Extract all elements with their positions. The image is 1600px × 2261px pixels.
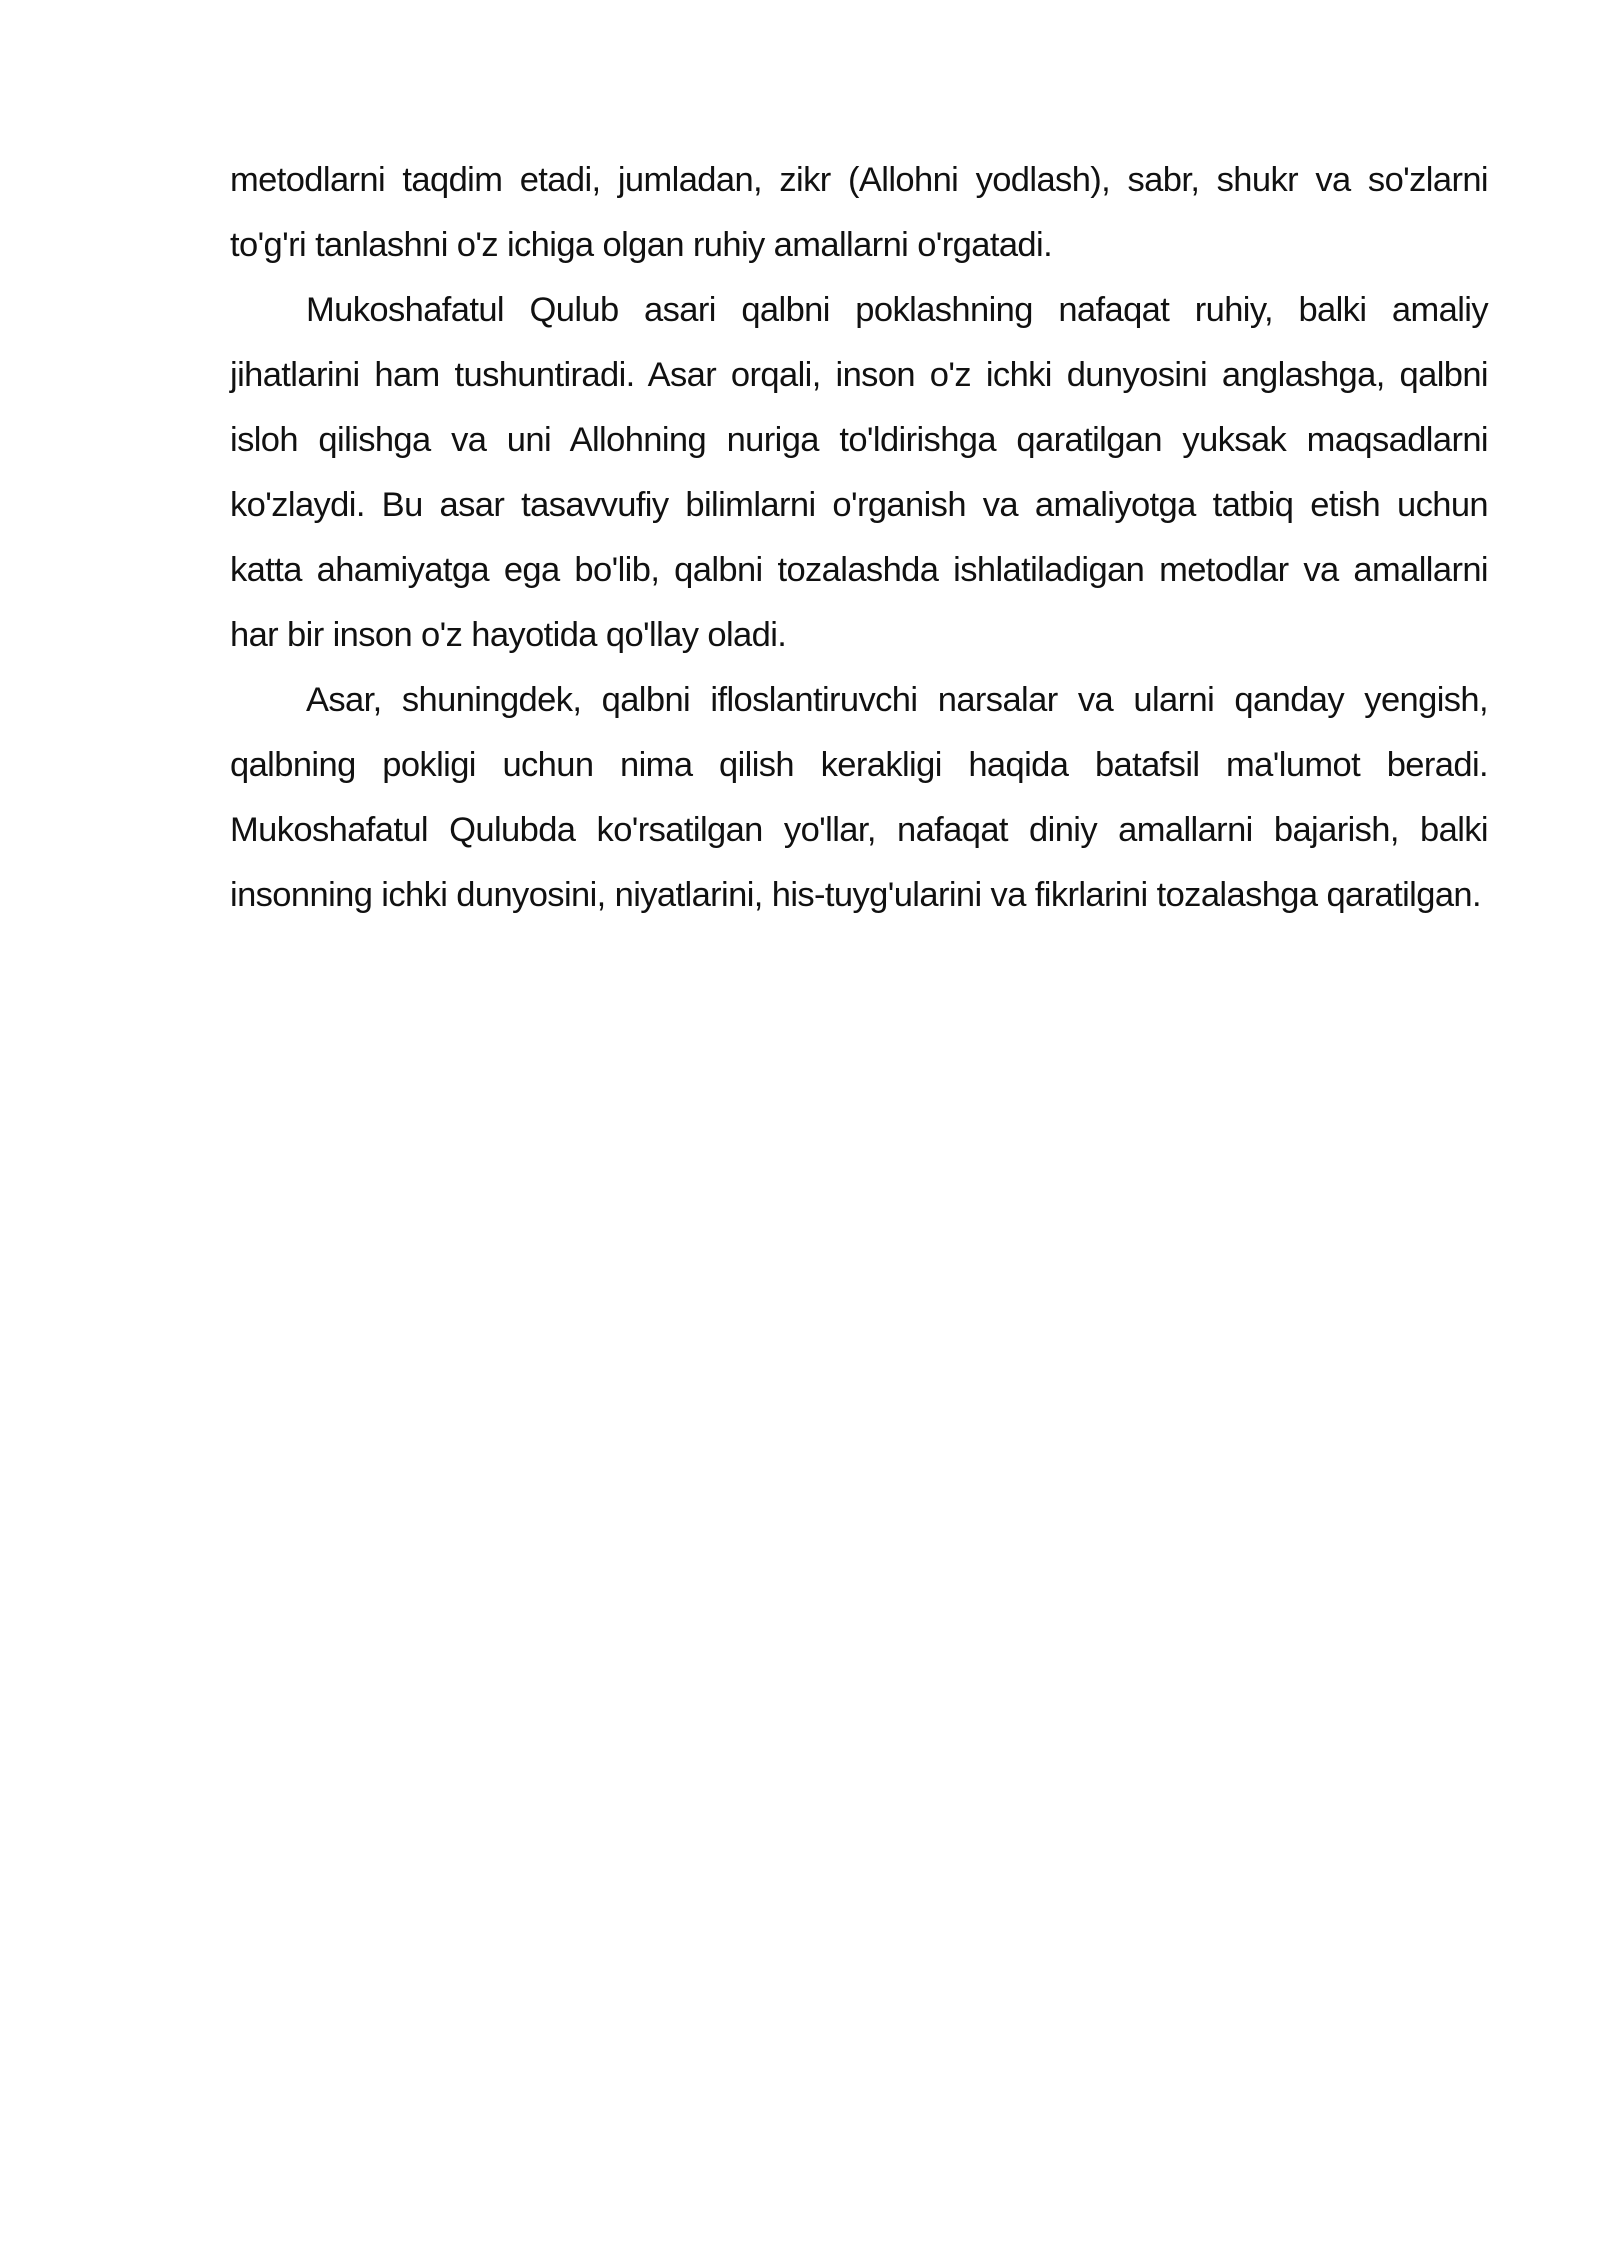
paragraph-asar-shuningdek: Asar, shuningdek, qalbni ifloslantiruvchi narsalar va ularni qanday yengish, qalbning pokligi uchun nima qilish kerakligi haqida batafsil ma'lumot beradi. Mukoshafatul Qulubda ko'rsatilgan yo'llar, nafaqat diniy amallarni bajarish, balki insonning ichki dunyosini, niyatlarini, his-tuyg'ularini va fikrlarini tozalashga qaratilgan. bbox=[230, 681, 1488, 914]
paragraph-continuation: metodlarni taqdim etadi, jumladan, zikr (Allohni yodlash), sabr, shukr va so'zlarni to'g'ri tanlashni o'z ichiga olgan ruhiy amallarni o'rgatadi. bbox=[230, 161, 1488, 264]
document-body bbox=[230, 148, 1488, 928]
paragraph-mukoshafatul-qulub: Mukoshafatul Qulub asari qalbni poklashning nafaqat ruhiy, balki amaliy jihatlarini ham tushuntiradi. Asar orqali, inson o'z ichki dunyosini anglashga, qalbni isloh qilishga va uni Allohning nuriga to'ldirishga qaratilgan yuksak maqsadlarni ko'zlaydi. Bu asar tasavvufiy bilimlarni o'rganish va amaliyotga tatbiq etish uchun katta ahamiyatga ega bo'lib, qalbni tozalashda ishlatiladigan metodlar va amallarni har bir inson o'z hayotida qo'llay oladi. bbox=[230, 291, 1488, 654]
